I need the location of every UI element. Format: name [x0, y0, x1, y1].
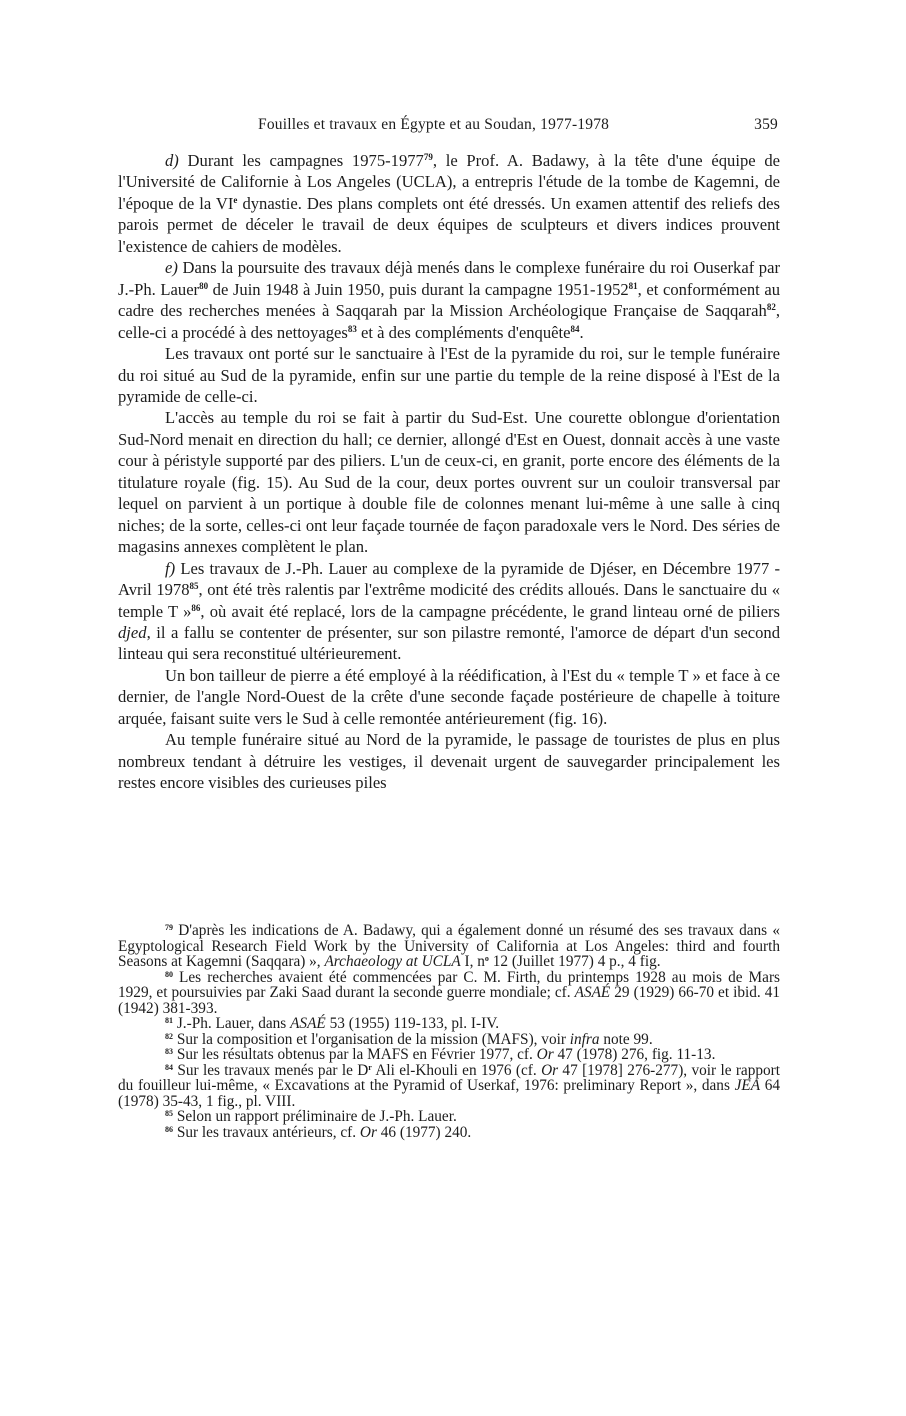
text-run: J.-Ph. Lauer, dans: [173, 1015, 291, 1032]
journal-title: Archaeology at UCLA: [324, 953, 461, 970]
text-run: dynastie. Des plans complets ont été dressés. Un examen attentif des reliefs des parois permet de déceler le travail de deux équipes de sculpteurs et divers indices prouvent l'existence de cahiers de modèles.: [118, 193, 781, 256]
footnote-79: [118, 923, 780, 970]
section-letter: d): [165, 151, 179, 170]
footnote-ref: 82: [766, 302, 776, 313]
italic-term: djed: [118, 622, 147, 642]
footnote-83: [118, 1047, 780, 1063]
journal-title: Or: [541, 1061, 559, 1079]
text-run: I, n: [460, 953, 485, 970]
text-run: et à des compléments d'enquête: [356, 322, 571, 342]
journal-title: JEA: [734, 1077, 761, 1094]
text-run: Sur les travaux antérieurs, cf.: [173, 1123, 360, 1141]
ordinal-suffix: o: [484, 954, 489, 963]
text-run: , où avait été replacé, lors de la campagne précédente, le grand linteau orné de piliers: [200, 601, 781, 621]
paragraph-d: [118, 150, 780, 257]
paragraph: L'accès au temple du roi se fait à partir du Sud-Est. Une courette oblongue d'orientation Sud-Nord menait en direction du hall; ce dernier, allongé d'Est en Ouest, donnait accès à une vaste cour à péristyle supporté par des piliers. L'un de ceux-ci, en granit, porte encore des éléments de la titulature royale (fig. 15). Au Sud de la cour, deux portes ouvrent sur un couloir transversal par lequel on parvient à un portique à double file de colonnes menant lui-même à une salle à cinq niches; de la sorte, celles-ci ont leur façade tournée de façon paradoxale vers le Nord. Des séries de magasins annexes complètent le plan.: [118, 408, 780, 557]
footnote-84: [118, 1063, 780, 1110]
footnote-80: [118, 970, 780, 1017]
footnote-ref: 79: [423, 152, 433, 162]
page-number: 359: [754, 116, 778, 133]
paragraph: Les travaux ont porté sur le sanctuaire à l'Est de la pyramide du roi, sur le temple funéraire du roi situé au Sud de la pyramide, enfin sur une partie du temple de la reine disposé à l'Est de la pyramide de celle-ci.: [118, 344, 780, 406]
footnote-ref: 86: [191, 602, 201, 613]
text-run: Dans la poursuite des travaux déjà menés dans le complexe funéraire du roi Ouserkaf par J.-Ph. Lauer: [118, 258, 780, 299]
paragraph-e: [118, 257, 780, 343]
footnote-ref: 83: [347, 323, 357, 334]
text-run: , le Prof. A. Badawy, à la tête d'une équipe de l'Université de Californie à Los Angeles (UCLA), a entrepris l'étude de la tombe de Kagemni, de l'époque de la VI: [118, 151, 780, 213]
text-run: 64 (1978) 35-43, 1 fig., pl. VIII.: [118, 1077, 780, 1110]
footnote-ref: 81: [628, 280, 638, 291]
text-run: Sur les travaux menés par le D: [173, 1061, 369, 1079]
text-run: , et conformément au cadre des recherches menées à Saqqarah par la Mission Archéologique Française de Saqqarah: [118, 279, 780, 321]
text-run: 53 (1955) 119-133, pl. I-IV.: [325, 1015, 500, 1032]
text-run: de Juin 1948 à Juin 1950, puis durant la campagne 1951-1952: [208, 279, 629, 299]
ordinal-suffix: e: [233, 194, 238, 205]
text-run: , ont été très ralentis par l'extrême modicité des crédits alloués. Dans le sanctuaire du « temple T »: [118, 580, 780, 621]
footnote-86: [118, 1125, 780, 1141]
footnote-81: [118, 1016, 780, 1032]
journal-title: ASAÉ: [574, 984, 611, 1001]
text-run: .: [579, 322, 584, 342]
italic-term: infra: [569, 1030, 600, 1048]
footnote-number: 85: [165, 1109, 173, 1118]
paragraph: Un bon tailleur de pierre a été employé à la réédification, à l'Est du « temple T » et face à ce dernier, de l'angle Nord-Ouest de la crête d'une seconde façade postérieure de chapelle à toiture arquée, faisant suite vers le Sud à celle remontée antérieurement (fig. 16).: [118, 665, 780, 728]
text-run: Les recherches avaient été commencées par C. M. Firth, du printemps 1928 au mois de Mars 1929, et poursuivies par Zaki Saad durant la seconde guerre mondiale; cf.: [118, 968, 780, 1001]
text-run: Sur les résultats obtenus par la MAFS en Février 1977, cf.: [173, 1046, 537, 1063]
text-run: note 99.: [599, 1030, 653, 1048]
footnote-82: [118, 1032, 780, 1048]
journal-title: Or: [536, 1046, 554, 1063]
running-title: Fouilles et travaux en Égypte et au Soudan, 1977-1978: [258, 116, 610, 133]
footnote-number: 81: [165, 1016, 173, 1025]
text-run: 12 (Juillet 1977) 4 p., 4 fig.: [488, 953, 661, 970]
text-run: Selon un rapport préliminaire de J.-Ph. Lauer.: [173, 1108, 457, 1125]
text-run: Durant les campagnes 1975-1977: [178, 151, 424, 170]
text-run: 46 (1977) 240.: [376, 1123, 472, 1141]
text-run: 29 (1929) 66-70 et ibid. 41 (1942) 381-393.: [118, 984, 780, 1017]
section-letter: f): [165, 558, 176, 578]
footnote-number: 80: [165, 969, 173, 979]
footnote-number: 82: [165, 1031, 173, 1041]
paragraph-f: [118, 558, 780, 665]
text-run: Les travaux de J.-Ph. Lauer au complexe de la pyramide de Djéser, en Décembre 1977 - Avril 1978: [118, 558, 780, 600]
running-header: [258, 116, 778, 134]
text-run: D'après les indications de A. Badawy, qui a également donné un résumé des ses travaux dans « Egyptological Research Field Work by the University of California at Los Angeles: third and fourth Seasons at Kagemni (Saqqara) »,: [118, 922, 780, 970]
text-run: 47 [1978] 276-277), voir le rapport du fouilleur lui-même, « Excavations at the Pyramid of Userkaf, 1976: preliminary Report », dans: [118, 1061, 781, 1094]
journal-title: Or: [359, 1123, 377, 1141]
text-run: , celle-ci a procédé à des nettoyages: [118, 301, 780, 342]
footnote-number: 83: [165, 1047, 173, 1056]
footnote-85: [118, 1109, 780, 1125]
journal-title: ASAÉ: [290, 1015, 326, 1032]
footnote-ref: 85: [189, 581, 199, 592]
footnote-number: 84: [165, 1062, 173, 1072]
footnotes: [118, 923, 780, 1140]
text-run: Sur la composition et l'organisation de la mission (MAFS), voir: [173, 1030, 570, 1048]
footnote-number: 79: [165, 923, 173, 932]
footnote-number: 86: [165, 1124, 173, 1134]
section-letter: e): [165, 258, 178, 278]
main-text: [118, 150, 780, 794]
text-run: , il a fallu se contenter de présenter, sur son pilastre remonté, l'amorce de départ d'un second linteau qui sera reconstitué ultérieurement.: [118, 622, 780, 664]
text-run: Ali el-Khouli en 1976 (cf.: [371, 1061, 542, 1079]
paragraph: Au temple funéraire situé au Nord de la pyramide, le passage de touristes de plus en plus nombreux tendant à détruire les vestiges, il devenait urgent de sauvegarder principalement les restes encore visibles des curieuses piles: [118, 730, 780, 793]
footnote-ref: 84: [570, 323, 580, 334]
footnote-ref: 80: [199, 280, 209, 291]
text-run: 47 (1978) 276, fig. 11-13.: [553, 1046, 716, 1063]
ordinal-suffix: r: [368, 1062, 372, 1072]
